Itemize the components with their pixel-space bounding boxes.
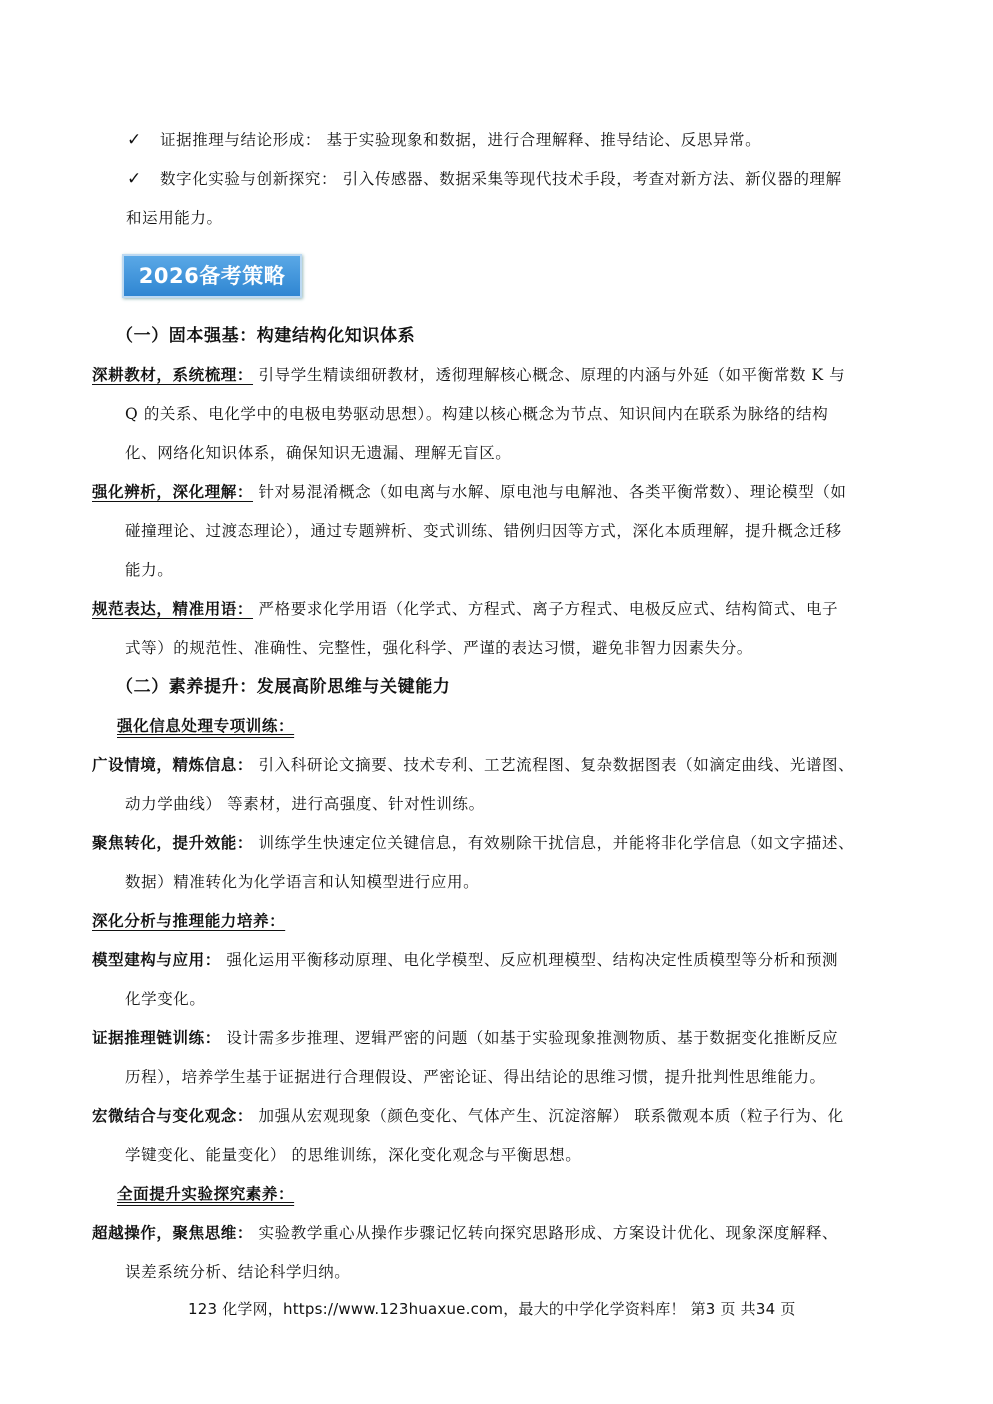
bullet-line — [160, 130, 761, 150]
paragraph-item — [92, 1223, 838, 1243]
item-text: 能力。 — [125, 561, 174, 579]
item-text: 引入科研论文摘要、技术专利、工艺流程图、复杂数据图表（如滴定曲线、光谱图、 — [258, 756, 855, 774]
item-text: 碰撞理论、过渡态理论），通过专题辨析、变式训练、错例归因等方式，深化本质理解，提升概念迁移 — [125, 522, 842, 540]
subheading: 深化分析与推理能力培养： — [92, 911, 286, 930]
item-text: 数据）精准转化为化学语言和认知模型进行应用。 — [125, 873, 480, 891]
item-text: 误差系统分析、结论科学归纳。 — [125, 1263, 351, 1281]
paragraph-item — [92, 599, 838, 619]
item-label: 广设情境，精炼信息： — [92, 755, 254, 774]
subheading: 强化信息处理专项训练： — [117, 716, 295, 735]
paragraph-item — [92, 950, 838, 970]
section-heading-1: （一）固本强基：构建结构化知识体系 — [116, 326, 416, 346]
paragraph-item — [92, 365, 845, 385]
item-text: 动力学曲线） 等素材，进行高强度、针对性训练。 — [125, 795, 485, 813]
bullet-line — [160, 169, 842, 189]
item-text: 针对易混淆概念（如电离与水解、原电池与电解池、各类平衡常数）、理论模型（如 — [258, 483, 847, 501]
item-label: 规范表达，精准用语： — [92, 599, 254, 618]
section-heading-2: （二）素养提升：发展高阶思维与关键能力 — [116, 677, 451, 697]
item-label: 超越操作，聚焦思维： — [92, 1223, 254, 1242]
item-text: 式等）的规范性、准确性、完整性，强化科学、严谨的表达习惯，避免非智力因素失分。 — [125, 639, 753, 657]
item-text: 学键变化、能量变化） 的思维训练，深化变化观念与平衡思想。 — [125, 1146, 582, 1164]
paragraph-item — [92, 1106, 844, 1126]
item-text: 设计需多步推理、逻辑严密的问题（如基于实验现象推测物质、基于数据变化推断反应 — [226, 1029, 839, 1047]
page-footer: 123 化学网，https://www.123huaxue.com，最大的中学化学资料库！ 第3 页 共34 页 — [188, 1300, 796, 1318]
paragraph-item — [92, 1028, 838, 1048]
paragraph-item — [92, 755, 854, 775]
item-label: 强化辨析，深化理解： — [92, 482, 254, 501]
checkmark-icon: ✓ — [127, 130, 142, 150]
item-text: Q 的关系、电化学中的电极电势驱动思想）。构建以核心概念为节点、知识间内在联系为脉络的结构 — [125, 405, 829, 423]
bullet-continuation: 和运用能力。 — [126, 209, 223, 227]
item-text: 实验教学重心从操作步骤记忆转向探究思路形成、方案设计优化、现象深度解释、 — [258, 1224, 839, 1242]
checkmark-icon: ✓ — [127, 169, 142, 189]
item-text: 化、网络化知识体系，确保知识无遗漏、理解无盲区。 — [125, 444, 512, 462]
subheading: 全面提升实验探究素养： — [117, 1184, 295, 1203]
item-label: 宏微结合与变化观念： — [92, 1106, 254, 1125]
item-label: 聚焦转化，提升效能： — [92, 833, 254, 852]
paragraph-item — [92, 482, 847, 502]
bullet-text: 基于实验现象和数据，进行合理解释、推导结论、反思异常。 — [326, 131, 762, 149]
item-text: 化学变化。 — [125, 990, 206, 1008]
paragraph-item — [92, 833, 854, 853]
item-text: 引导学生精读细研教材，透彻理解核心概念、原理的内涵与外延（如平衡常数 K 与 — [258, 366, 846, 384]
item-text: 强化运用平衡移动原理、电化学模型、反应机理模型、结构决定性质模型等分析和预测 — [226, 951, 839, 969]
item-text: 历程），培养学生基于证据进行合理假设、严密论证、得出结论的思维习惯，提升批判性思维能力。 — [125, 1068, 826, 1086]
bullet-label: 数字化实验与创新探究： — [160, 170, 338, 188]
bullet-text: 引入传感器、数据采集等现代技术手段，考查对新方法、新仪器的理解 — [342, 170, 842, 188]
item-text: 严格要求化学用语（化学式、方程式、离子方程式、电极反应式、结构简式、电子 — [258, 600, 839, 618]
item-label: 证据推理链训练： — [92, 1028, 221, 1047]
section-banner: 2026备考策略 — [122, 254, 302, 298]
bullet-label: 证据推理与结论形成： — [160, 131, 322, 149]
item-label: 模型建构与应用： — [92, 950, 221, 969]
item-text: 加强从宏观现象（颜色变化、气体产生、沉淀溶解） 联系微观本质（粒子行为、化 — [258, 1107, 844, 1125]
item-text: 训练学生快速定位关键信息，有效剔除干扰信息，并能将非化学信息（如文字描述、 — [258, 834, 855, 852]
item-label: 深耕教材，系统梳理： — [92, 365, 254, 384]
